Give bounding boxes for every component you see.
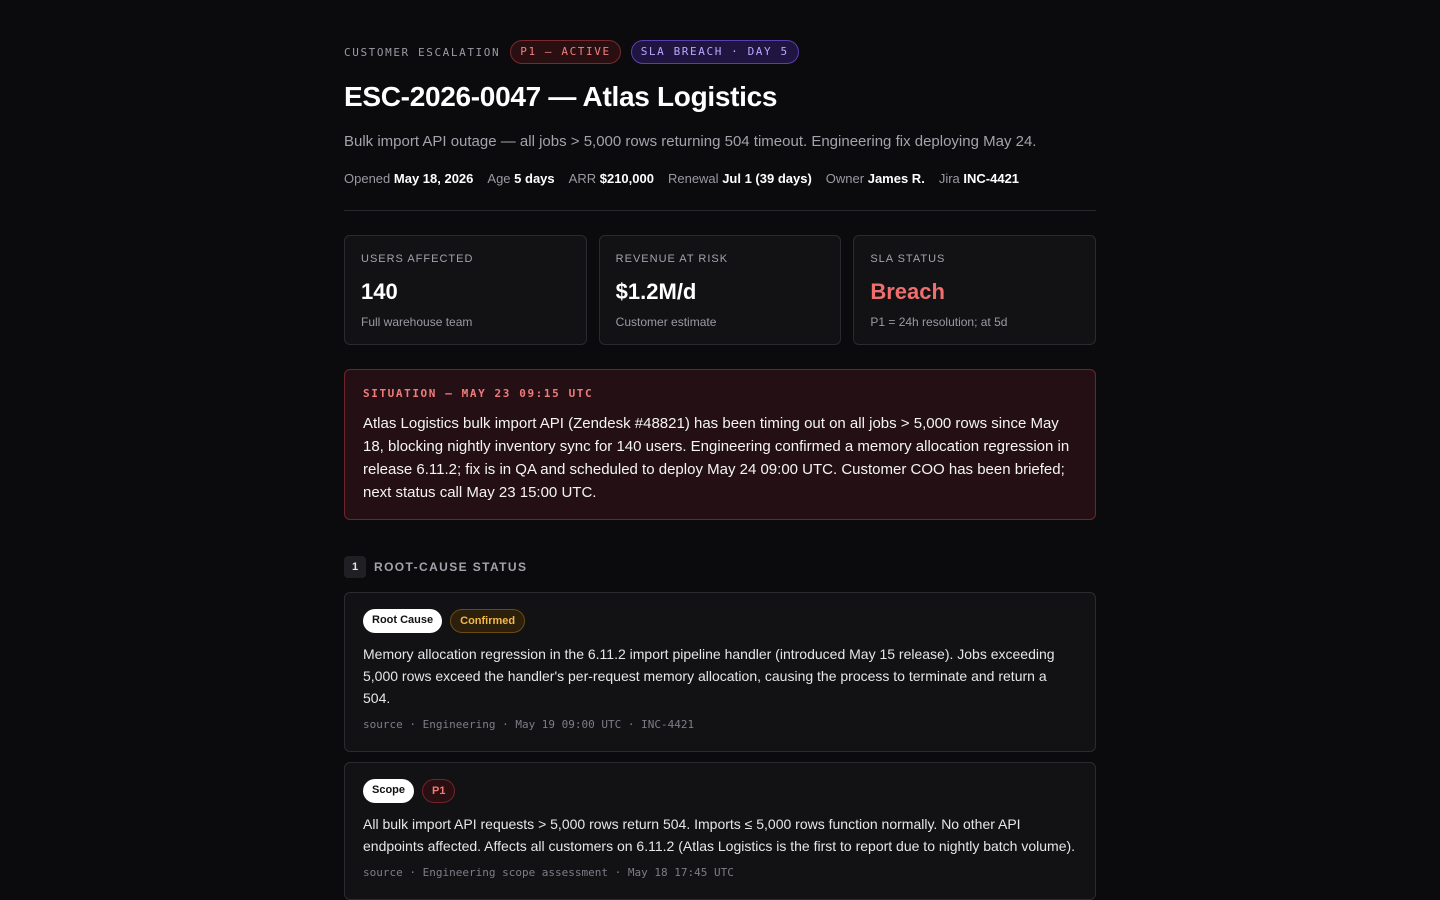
eyebrow-label: CUSTOMER ESCALATION [344,45,501,59]
meta-value: James R. [867,171,925,186]
meta-value: Jul 1 (39 days) [722,171,812,186]
header-divider [344,210,1096,211]
meta-label: Renewal [667,171,719,186]
stat-value: 140 [361,279,398,304]
page-title: ESC-2026-0047 — Atlas Logistics [344,81,778,112]
stat-note: Customer estimate [615,315,717,329]
meta-age [487,170,554,188]
meta-row [344,170,1096,188]
stat-label: REVENUE AT RISK [615,253,729,265]
finding-card-scope [344,762,1096,900]
stat-card-users-affected [344,235,587,345]
meta-value: INC-4421 [963,171,1020,186]
section-number-badge: 1 [344,556,366,578]
stat-label: SLA STATUS [870,253,946,265]
meta-label: Opened [344,171,391,186]
card-tags [363,609,1077,633]
section-header-root-cause [344,556,1096,578]
stat-value: Breach [870,279,945,304]
status-badge: P1 [422,779,455,803]
meta-label: ARR [568,171,597,186]
meta-arr [569,170,654,188]
meta-value: 5 days [514,171,555,186]
priority-badge: P1 — ACTIVE [510,40,620,64]
stat-card-revenue-at-risk [599,235,842,345]
status-badge: Confirmed [450,609,525,633]
meta-label: Jira [938,171,960,186]
card-source: source · Engineering scope assessment · May 18 17:45 UTC [363,866,734,879]
situation-callout [344,369,1096,520]
card-body: Memory allocation regression in the 6.11.2 import pipeline handler (introduced May 15 release). Jobs exceeding 5,000 rows exceed the handler's per-request memory allocation, causing the process to terminate and return a 504. [363,646,1055,706]
stats-row [344,235,1096,345]
finding-card-root-cause [344,592,1096,752]
category-tag: Scope [363,779,414,803]
sla-breach-badge: SLA BREACH · DAY 5 [631,40,799,64]
meta-opened [344,170,473,188]
meta-jira [939,170,1019,188]
section-title: ROOT-CAUSE STATUS [374,560,528,574]
stat-value: $1.2M/d [615,279,697,304]
header-eyebrow-row [344,40,1096,64]
meta-label: Age [487,171,511,186]
meta-label: Owner [825,171,865,186]
card-tags [363,779,1077,803]
meta-renewal [668,170,812,188]
situation-label: SITUATION — MAY 23 09:15 UTC [363,387,594,400]
stat-card-sla-status [853,235,1096,345]
card-source: source · Engineering · May 19 09:00 UTC · INC-4421 [363,718,695,731]
page-subtitle: Bulk import API outage — all jobs > 5,000 rows returning 504 timeout. Engineering fix deploying May 24. [344,133,1037,150]
stat-note: P1 = 24h resolution; at 5d [870,315,1008,329]
stat-note: Full warehouse team [361,315,473,329]
meta-owner [826,170,925,188]
stat-label: USERS AFFECTED [361,253,474,265]
situation-text: Atlas Logistics bulk import API (Zendesk #48821) has been timing out on all jobs > 5,000 rows since May 18, blocking nightly inventory sync for 140 users. Engineering confirmed a memory allocation regression in release 6.11.2; fix is in QA and scheduled to deploy May 24 09:00 UTC. Customer COO has been briefed; next status call May 23 15:00 UTC. [363,415,1070,501]
category-tag: Root Cause [363,609,442,633]
meta-value: $210,000 [599,171,654,186]
escalation-page [344,0,1096,900]
card-body: All bulk import API requests > 5,000 rows return 504. Imports ≤ 5,000 rows function normally. No other API endpoints affected. Affects all customers on 6.11.2 (Atlas Logistics is the first to report due to nightly batch volume). [363,816,1076,854]
meta-value: May 18, 2026 [393,171,474,186]
